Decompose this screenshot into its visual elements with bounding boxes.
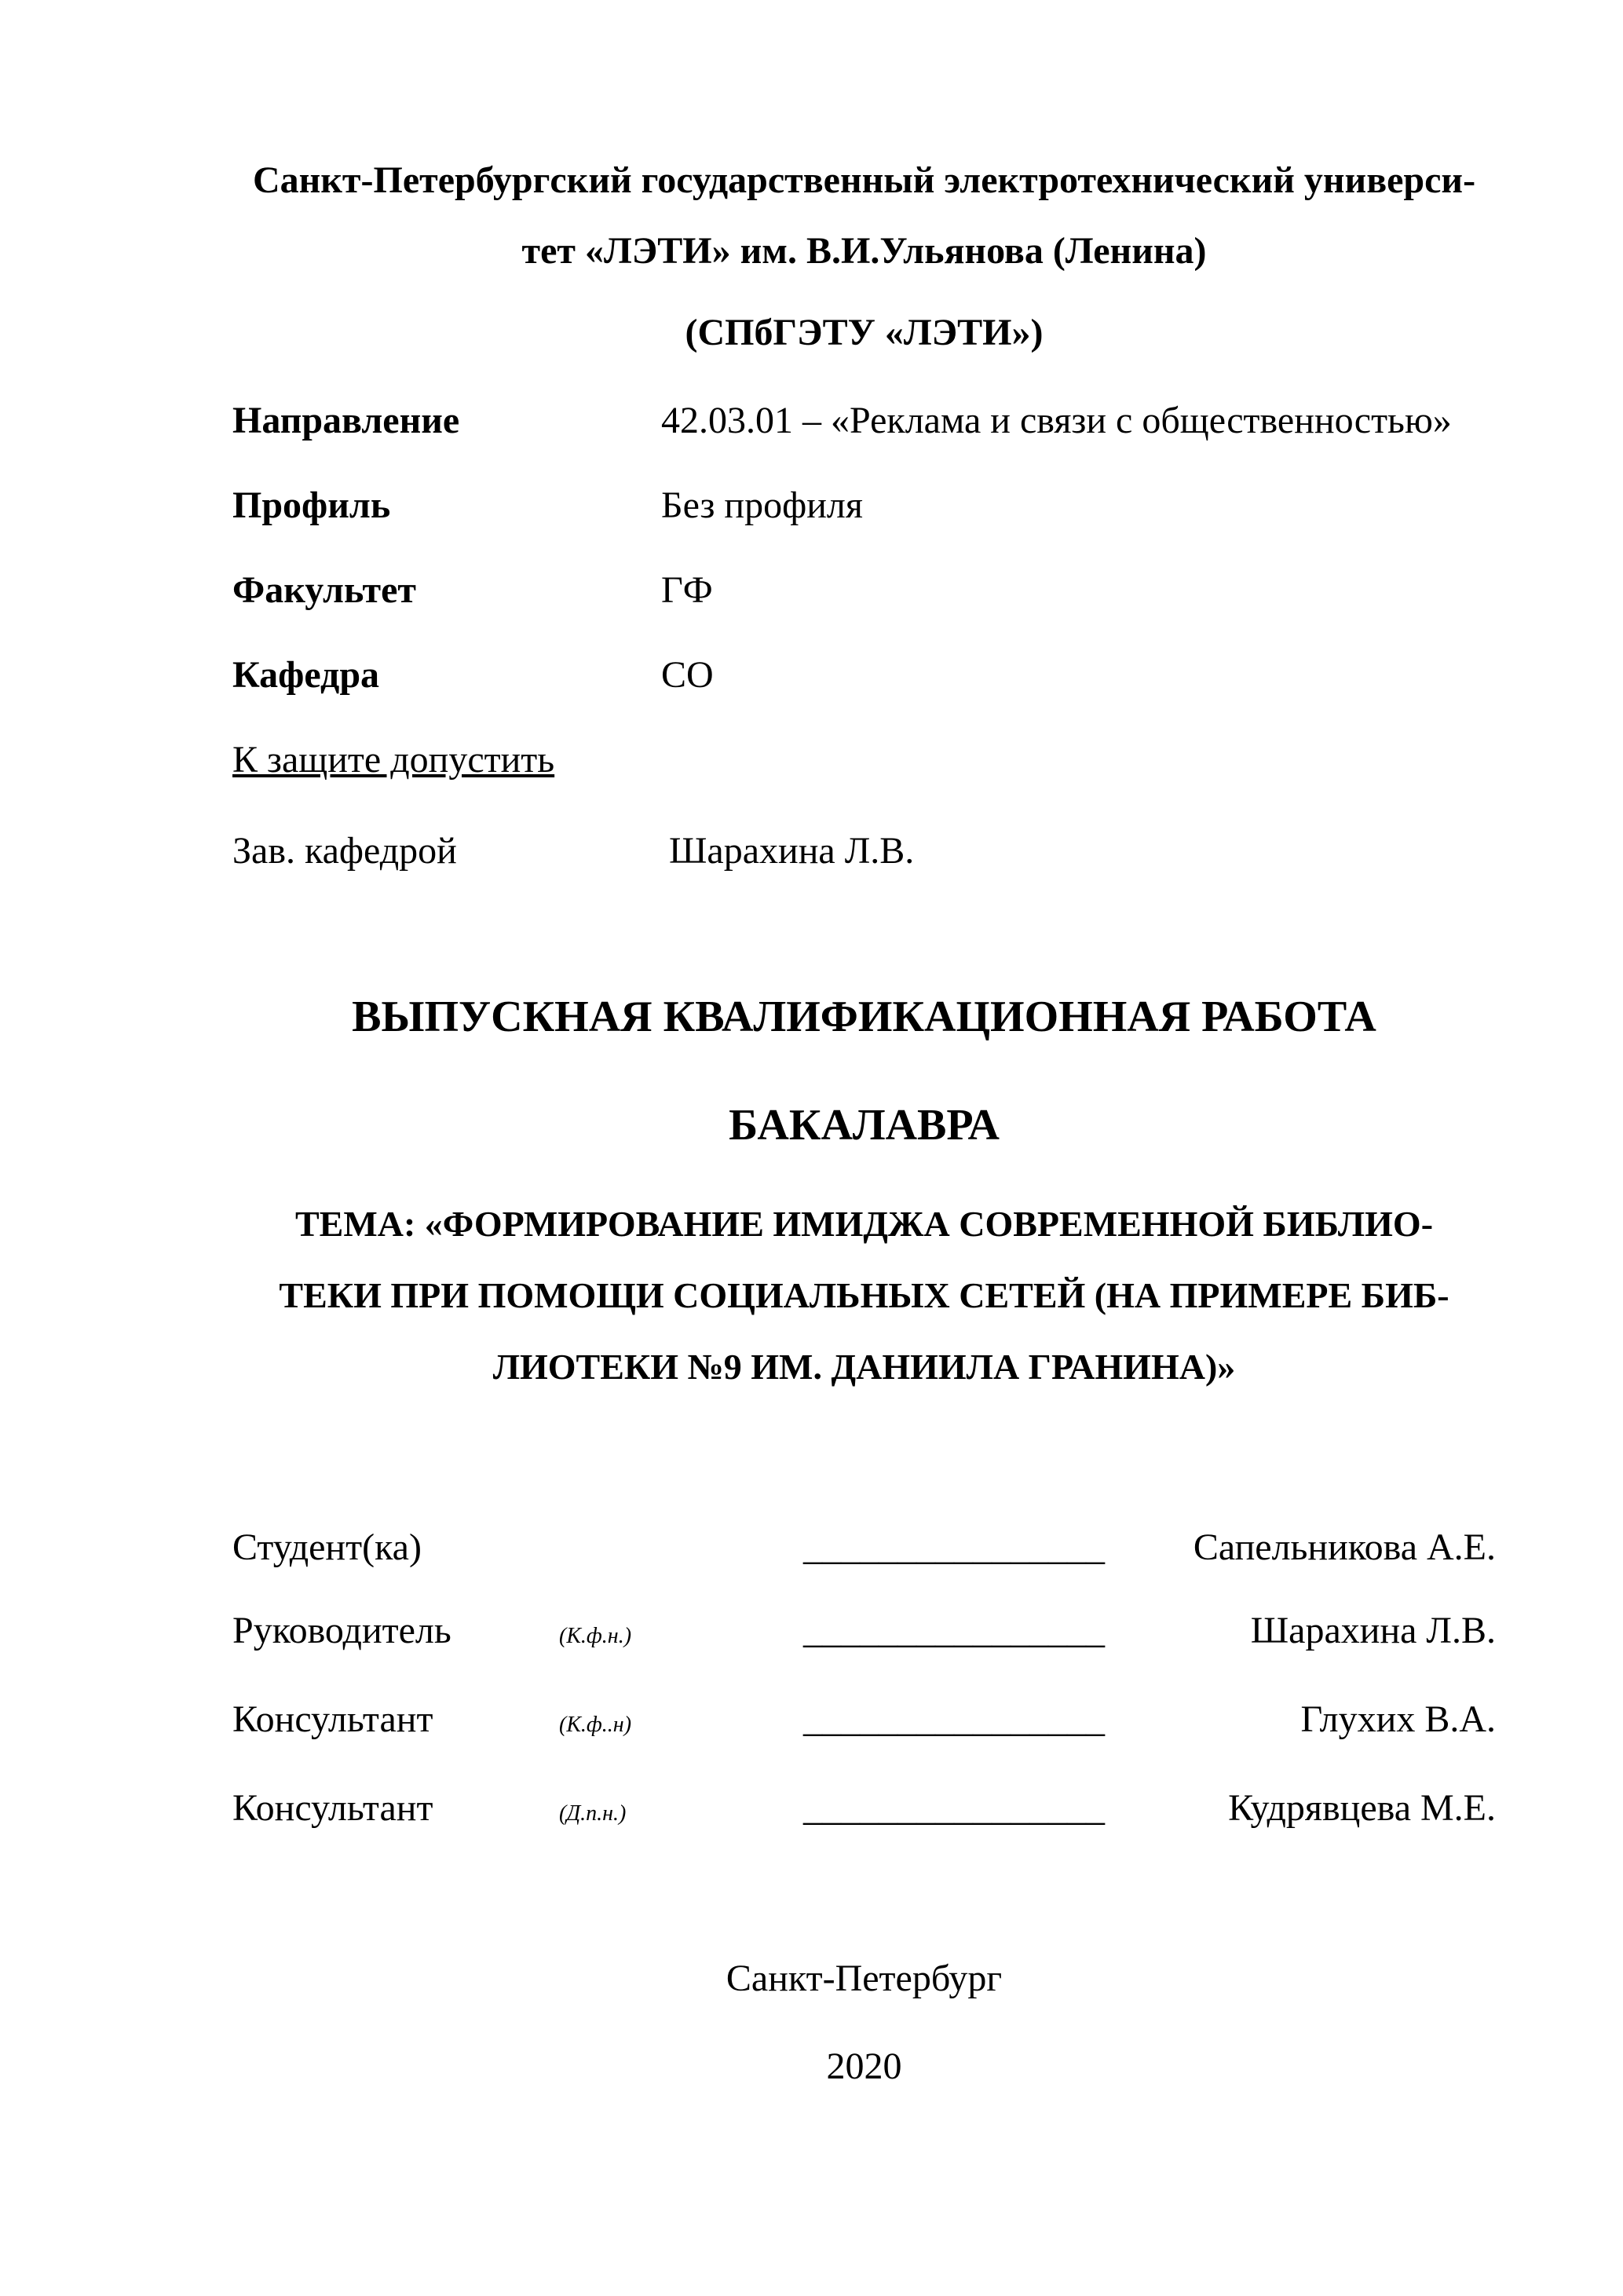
theme-line1: ТЕМА: «ФОРМИРОВАНИЕ ИМИДЖА СОВРЕМЕННОЙ БИБЛИО-: [294, 1204, 1434, 1244]
field-label: Кафедра: [232, 654, 380, 696]
university-name-line1: Санкт-Петербургский государственный электротехнический универси-: [252, 159, 1476, 201]
theme-line3: ЛИОТЕКИ №9 ИМ. ДАНИИЛА ГРАНИНА)»: [492, 1347, 1236, 1387]
field-value: Без профиля: [661, 484, 863, 526]
signature-line: ________________: [803, 1787, 1105, 1829]
field-label: Профиль: [232, 484, 391, 526]
signature-row-consultant-2: [232, 1773, 1496, 1849]
signature-row-supervisor: [232, 1596, 1496, 1672]
signature-role: Консультант: [232, 1787, 433, 1829]
signature-name: Глухих В.А.: [1300, 1698, 1496, 1740]
university-name-line2: тет «ЛЭТИ» им. В.И.Ульянова (Ленина): [521, 230, 1207, 272]
signature-role: Студент(ка): [232, 1526, 422, 1568]
work-title-line2: БАКАЛАВРА: [729, 1101, 1000, 1150]
head-of-department-label: Зав. кафедрой: [232, 830, 457, 872]
signature-line: ________________: [803, 1698, 1105, 1740]
signature-line: ________________: [803, 1610, 1105, 1651]
program-fields: [232, 386, 1496, 711]
university-name: [232, 145, 1496, 287]
field-label: Факультет: [232, 569, 416, 611]
signature-role: Консультант: [232, 1698, 433, 1740]
signature-row-consultant-1: [232, 1684, 1496, 1760]
signature-degree: (Д.п.н.): [559, 1801, 627, 1826]
signature-role: Руководитель: [232, 1610, 451, 1651]
field-row-direction: [232, 386, 1496, 456]
thesis-theme: [232, 1188, 1496, 1402]
head-of-department-name: Шарахина Л.В.: [669, 830, 915, 872]
field-row-profile: [232, 470, 1496, 541]
footer-year: 2020: [826, 2046, 902, 2087]
admission-statement: К защите допустить: [232, 739, 555, 781]
signature-name: Сапельникова А.Е.: [1193, 1526, 1496, 1568]
signature-degree: (К.ф..н): [559, 1713, 632, 1737]
field-value: ГФ: [661, 569, 713, 611]
signature-block: [232, 1512, 1496, 1849]
footer-city: Санкт-Петербург: [726, 1958, 1003, 1999]
field-row-faculty: [232, 555, 1496, 626]
field-label: Направление: [232, 400, 460, 441]
signature-degree: (К.ф.н.): [559, 1624, 632, 1648]
signature-name: Кудрявцева М.Е.: [1228, 1787, 1496, 1829]
university-abbreviation: (СПбГЭТУ «ЛЭТИ»): [685, 312, 1044, 353]
field-value: СО: [661, 654, 714, 696]
head-of-department-row: [232, 816, 1496, 887]
signature-row-student: [232, 1512, 1496, 1583]
signature-line: ________________: [803, 1526, 1105, 1568]
field-value: 42.03.01 – «Реклама и связи с общественностью»: [661, 400, 1452, 441]
work-title-line1: ВЫПУСКНАЯ КВАЛИФИКАЦИОННАЯ РАБОТА: [352, 993, 1376, 1041]
signature-name: Шарахина Л.В.: [1250, 1610, 1496, 1651]
theme-line2: ТЕКИ ПРИ ПОМОЩИ СОЦИАЛЬНЫХ СЕТЕЙ (НА ПРИМЕРЕ БИБ-: [279, 1275, 1449, 1315]
field-row-department: [232, 640, 1496, 711]
